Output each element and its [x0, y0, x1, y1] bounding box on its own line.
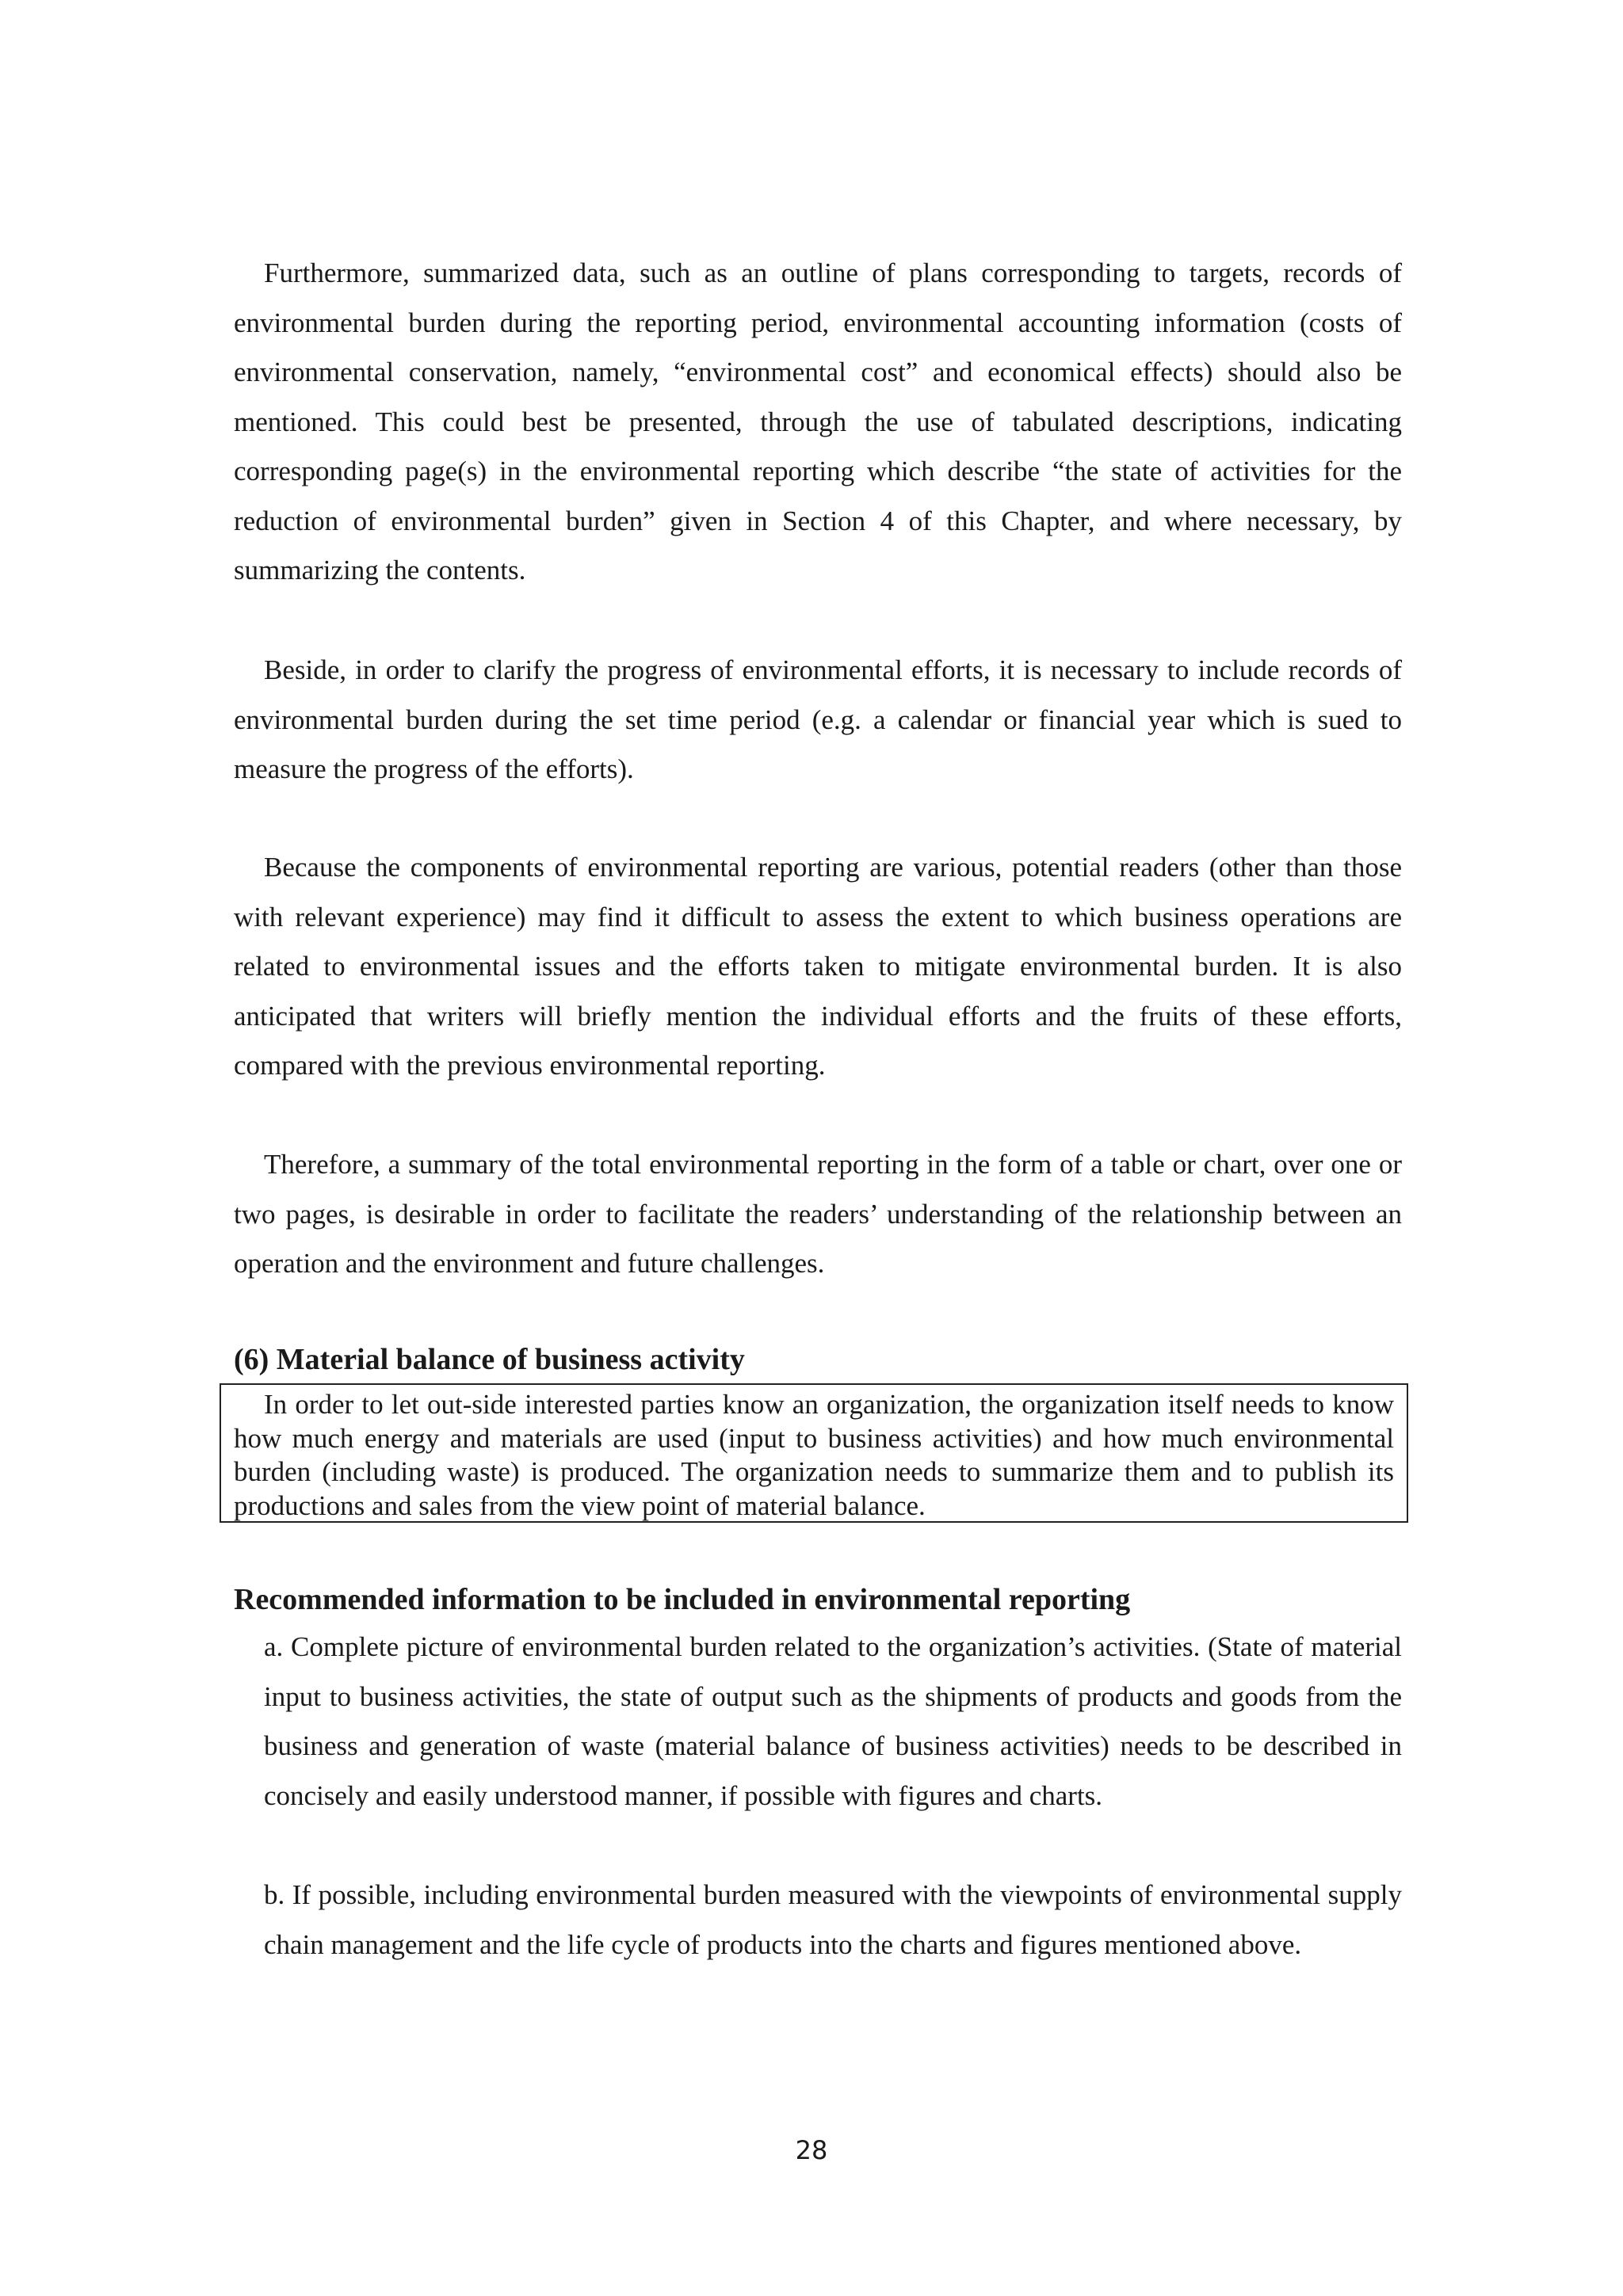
body-paragraph: Beside, in order to clarify the progress of environmental efforts, it is necessary to include records of environmental burden during the set time period (e.g. a calendar or financial year which is sued to measure the progress of the efforts).: [234, 654, 1402, 784]
recommended-item: a. Complete picture of environmental burden related to the organization’s activities. (State of material input to business activities, the state of output such as the shipments of products and goods from the business and generation of waste (material balance of business activities) needs to be described in concisely and easily understood manner, if possible with figures and charts.: [264, 1631, 1402, 1811]
summary-box: [220, 1383, 1408, 1523]
body-paragraph: Furthermore, summarized data, such as an outline of plans corresponding to targets, records of environmental burden during the reporting period, environmental accounting information (costs of environmental conservation, namely, “environmental cost” and economical effects) should also be mentioned. This could best be presented, through the use of tabulated descriptions, indicating corresponding page(s) in the environmental reporting which describe “the state of activities for the reduction of environmental burden” given in Section 4 of this Chapter, and where necessary, by summarizing the contents.: [234, 257, 1402, 585]
recommended-item: b. If possible, including environmental burden measured with the viewpoints of environmental supply chain management and the life cycle of products into the charts and figures mentioned above.: [264, 1879, 1402, 1960]
summary-box-text: In order to let out-side interested parties know an organization, the organization itself needs to know how much energy and materials are used (input to business activities) and how much environmental burden (including waste) is produced. The organization needs to summarize them and to publish its productions and sales from the view point of material balance.: [234, 1389, 1394, 1521]
body-paragraph: Because the components of environmental reporting are various, potential readers (other than those with relevant experience) may find it difficult to assess the extent to which business operations are related to environmental issues and the efforts taken to mitigate environmental burden. It is also anticipated that writers will briefly mention the individual efforts and the fruits of these efforts, compared with the previous environmental reporting.: [234, 852, 1402, 1081]
page-number: 28: [795, 2135, 828, 2165]
recommended-heading: Recommended information to be included in environmental reporting: [234, 1583, 1131, 1616]
body-paragraph: Therefore, a summary of the total environmental reporting in the form of a table or chart, over one or two pages, is desirable in order to facilitate the readers’ understanding of the relationship between an operation and the environment and future challenges.: [234, 1149, 1402, 1279]
section-heading: (6) Material balance of business activity: [234, 1343, 745, 1376]
